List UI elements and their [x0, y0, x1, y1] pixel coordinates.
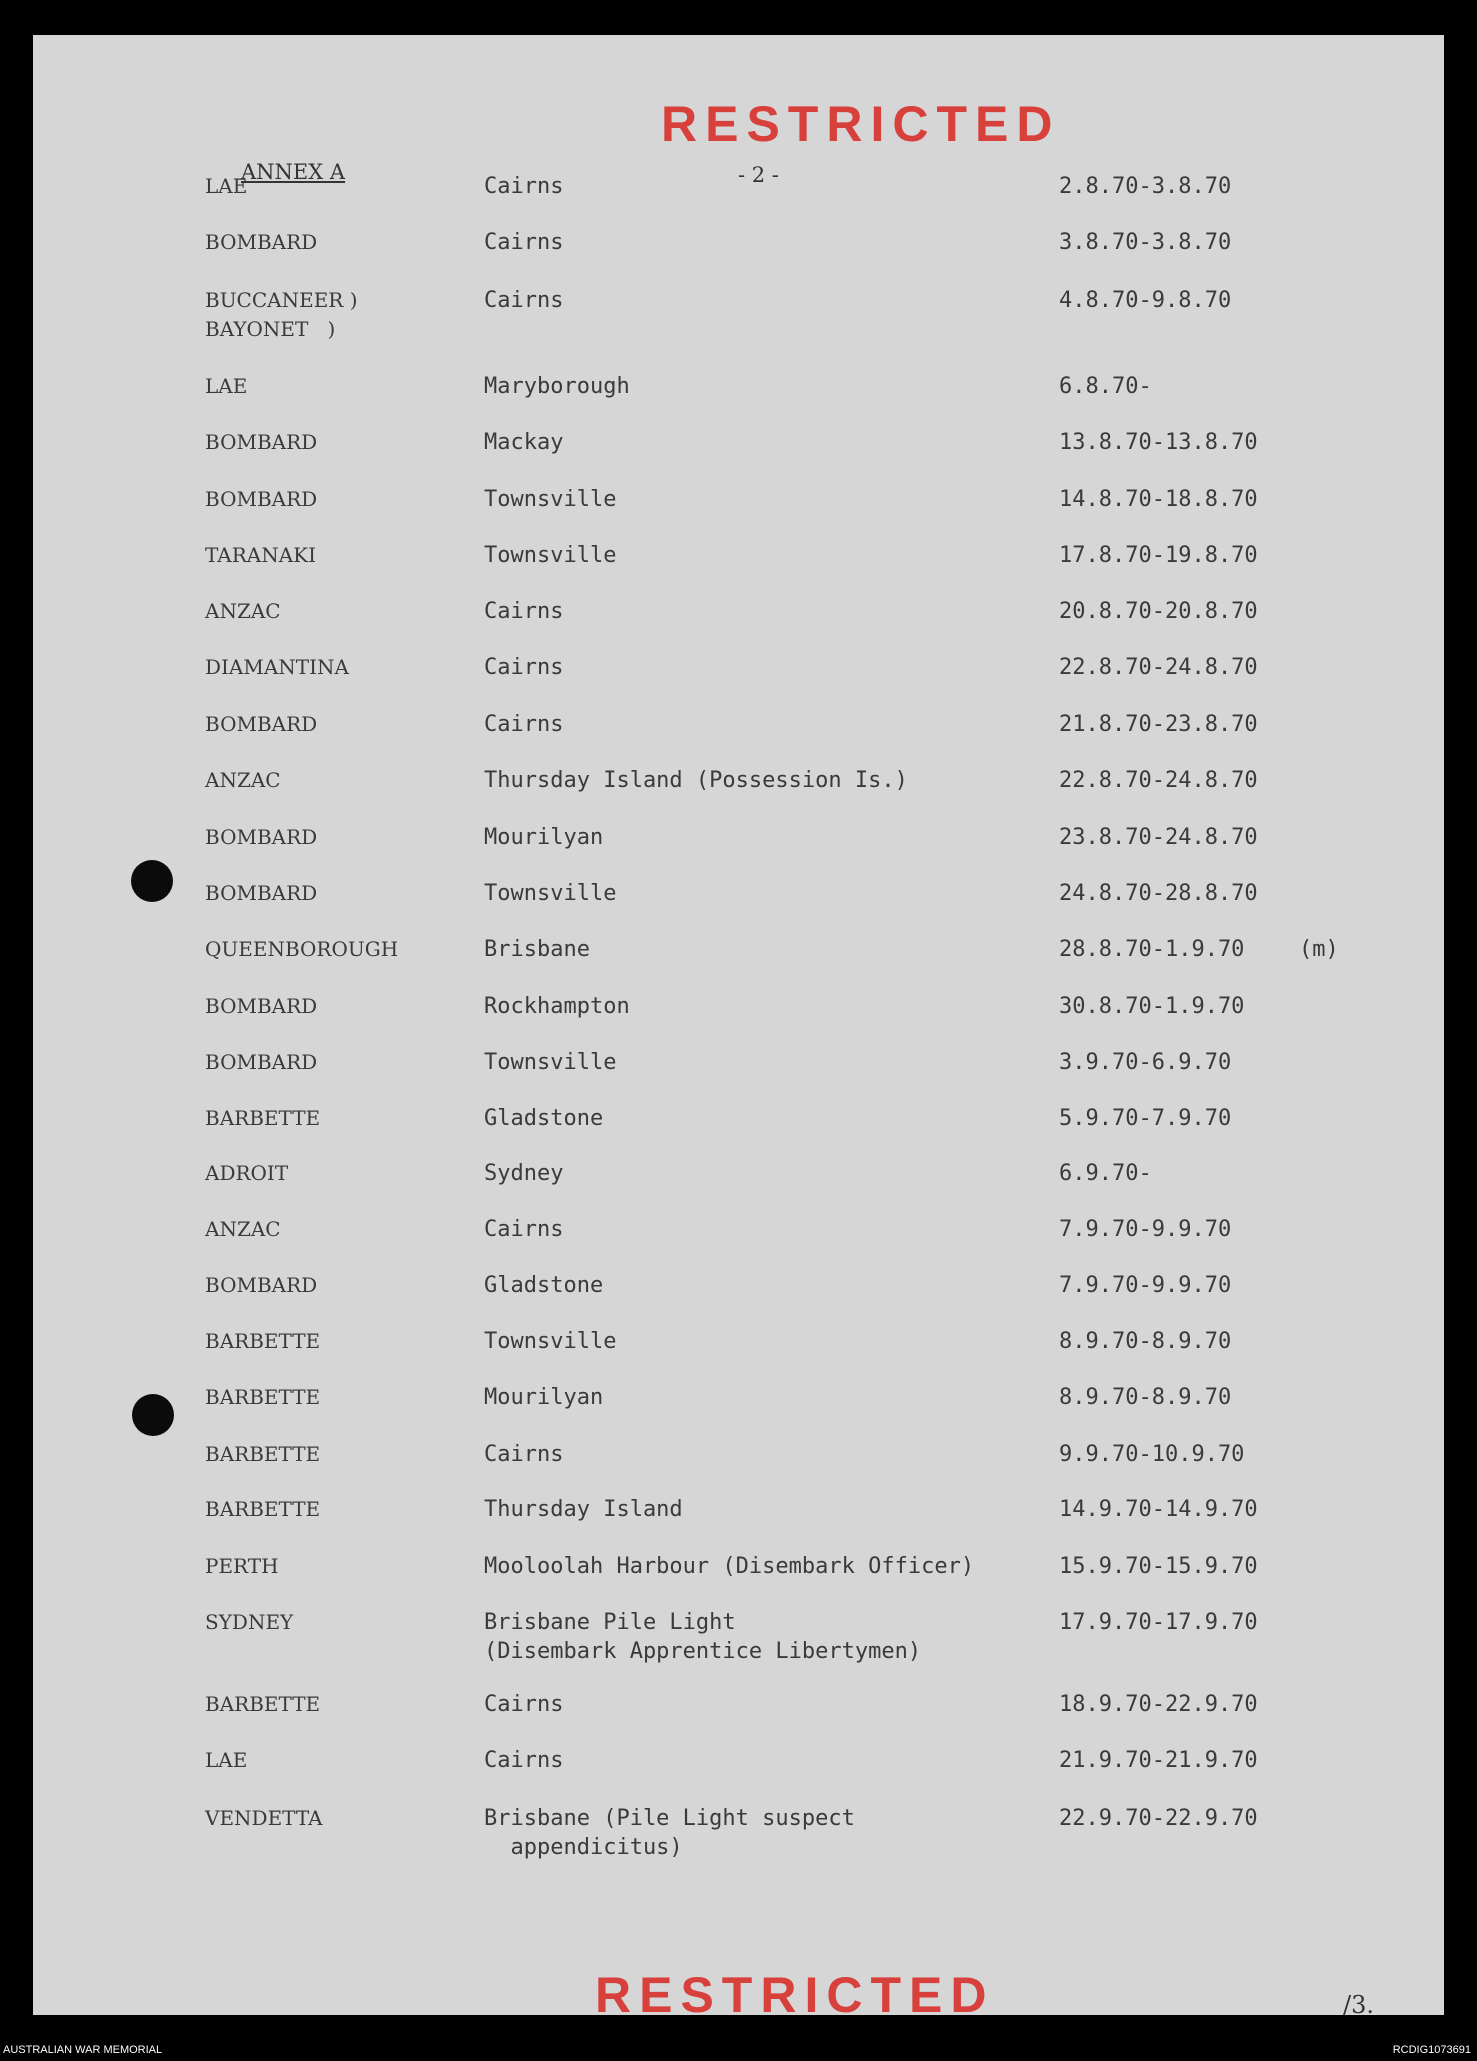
date-range-cell: 4.8.70-9.8.70	[1059, 288, 1232, 313]
page-number: - 2 -	[738, 163, 779, 187]
archive-id: RCDIG1073691	[1392, 2044, 1471, 2056]
date-range-cell: 22.9.70-22.9.70	[1059, 1806, 1258, 1831]
date-range-cell: 14.9.70-14.9.70	[1059, 1497, 1258, 1522]
date-range-cell: 8.9.70-8.9.70	[1059, 1385, 1232, 1410]
ship-name-cell: ANZAC	[205, 599, 281, 623]
ship-name-cell: BARBETTE	[205, 1106, 321, 1130]
ship-name-cell: LAE	[205, 174, 248, 198]
location-cell: Cairns	[484, 1692, 564, 1717]
restricted-stamp-bottom: RESTRICTED	[595, 1967, 995, 2023]
date-range-cell: 21.8.70-23.8.70	[1059, 712, 1258, 737]
ship-name-cell: BUCCANEER ) BAYONET )	[205, 288, 358, 341]
date-range-cell: 3.8.70-3.8.70	[1059, 230, 1232, 255]
location-cell: Brisbane (Pile Light suspect appendicitus)	[484, 1806, 855, 1860]
ship-name-cell: DIAMANTINA	[205, 655, 349, 679]
archive-credit: AUSTRALIAN WAR MEMORIAL	[3, 2044, 163, 2056]
ship-name-cell: SYDNEY	[205, 1610, 294, 1634]
location-cell: Cairns	[484, 655, 564, 680]
ship-name-cell: BOMBARD	[205, 712, 318, 736]
ship-name-cell: BOMBARD	[205, 430, 318, 454]
ship-name-cell: VENDETTA	[205, 1806, 323, 1830]
ship-name-cell: BARBETTE	[205, 1329, 321, 1353]
date-range-cell: 5.9.70-7.9.70	[1059, 1106, 1232, 1131]
ship-name-cell: BARBETTE	[205, 1385, 321, 1409]
note-cell: (m)	[1299, 937, 1339, 962]
location-cell: Sydney	[484, 1161, 564, 1186]
location-cell: Cairns	[484, 174, 564, 199]
date-range-cell: 3.9.70-6.9.70	[1059, 1050, 1232, 1075]
ship-name-cell: LAE	[205, 1748, 248, 1772]
location-cell: Cairns	[484, 599, 564, 624]
date-range-cell: 7.9.70-9.9.70	[1059, 1217, 1232, 1242]
location-cell: Cairns	[484, 1442, 564, 1467]
location-cell: Cairns	[484, 288, 564, 313]
location-cell: Mackay	[484, 430, 564, 455]
location-cell: Maryborough	[484, 374, 630, 399]
date-range-cell: 17.8.70-19.8.70	[1059, 543, 1258, 568]
date-range-cell: 17.9.70-17.9.70	[1059, 1610, 1258, 1635]
location-cell: Townsville	[484, 543, 617, 568]
date-range-cell: 14.8.70-18.8.70	[1059, 487, 1258, 512]
location-cell: Townsville	[484, 487, 617, 512]
location-cell: Mourilyan	[484, 1385, 604, 1410]
date-range-cell: 28.8.70-1.9.70	[1059, 937, 1245, 962]
ship-name-cell: ANZAC	[205, 768, 281, 792]
ship-name-cell: BOMBARD	[205, 994, 318, 1018]
document-page	[33, 35, 1444, 2023]
date-range-cell: 18.9.70-22.9.70	[1059, 1692, 1258, 1717]
ship-name-cell: BARBETTE	[205, 1442, 321, 1466]
location-cell: Gladstone	[484, 1273, 604, 1298]
location-cell: Cairns	[484, 1748, 564, 1773]
location-cell: Brisbane	[484, 937, 590, 962]
location-cell: Cairns	[484, 1217, 564, 1242]
ship-name-cell: TARANAKI	[205, 543, 316, 567]
annex-title: ANNEX A	[241, 160, 346, 184]
ship-name-cell: QUEENBOROUGH	[205, 937, 399, 961]
restricted-stamp-top: RESTRICTED	[661, 96, 1061, 152]
date-range-cell: 22.8.70-24.8.70	[1059, 768, 1258, 793]
location-cell: Cairns	[484, 712, 564, 737]
date-range-cell: 24.8.70-28.8.70	[1059, 881, 1258, 906]
date-range-cell: 20.8.70-20.8.70	[1059, 599, 1258, 624]
location-cell: Rockhampton	[484, 994, 630, 1019]
date-range-cell: 30.8.70-1.9.70	[1059, 994, 1245, 1019]
punch-hole	[131, 860, 173, 902]
ship-name-cell: BOMBARD	[205, 881, 318, 905]
location-cell: Townsville	[484, 881, 617, 906]
ship-name-cell: BOMBARD	[205, 1050, 318, 1074]
date-range-cell: 21.9.70-21.9.70	[1059, 1748, 1258, 1773]
date-range-cell: 6.8.70-	[1059, 374, 1152, 399]
ship-name-cell: BOMBARD	[205, 230, 318, 254]
location-cell: Mourilyan	[484, 825, 604, 850]
date-range-cell: 23.8.70-24.8.70	[1059, 825, 1258, 850]
ship-name-cell: BOMBARD	[205, 1273, 318, 1297]
date-range-cell: 9.9.70-10.9.70	[1059, 1442, 1245, 1467]
ship-name-cell: BARBETTE	[205, 1692, 321, 1716]
ship-name-cell: ADROIT	[205, 1161, 289, 1185]
location-cell: Townsville	[484, 1050, 617, 1075]
ship-name-cell: PERTH	[205, 1554, 279, 1578]
location-cell: Brisbane Pile Light (Disembark Apprentice Libertymen)	[484, 1610, 922, 1664]
location-cell: Gladstone	[484, 1106, 604, 1131]
ship-name-cell: ANZAC	[205, 1217, 281, 1241]
date-range-cell: 15.9.70-15.9.70	[1059, 1554, 1258, 1579]
location-cell: Cairns	[484, 230, 564, 255]
ship-name-cell: BOMBARD	[205, 487, 318, 511]
date-range-cell: 7.9.70-9.9.70	[1059, 1273, 1232, 1298]
ship-name-cell: LAE	[205, 374, 248, 398]
ship-name-cell: BARBETTE	[205, 1497, 321, 1521]
punch-hole	[132, 1394, 174, 1436]
location-cell: Thursday Island (Possession Is.)	[484, 768, 908, 793]
location-cell: Mooloolah Harbour (Disembark Officer)	[484, 1554, 975, 1579]
date-range-cell: 2.8.70-3.8.70	[1059, 174, 1232, 199]
continuation-mark: /3.	[1343, 1991, 1374, 2019]
ship-name-cell: BOMBARD	[205, 825, 318, 849]
date-range-cell: 22.8.70-24.8.70	[1059, 655, 1258, 680]
location-cell: Townsville	[484, 1329, 617, 1354]
date-range-cell: 13.8.70-13.8.70	[1059, 430, 1258, 455]
date-range-cell: 8.9.70-8.9.70	[1059, 1329, 1232, 1354]
date-range-cell: 6.9.70-	[1059, 1161, 1152, 1186]
location-cell: Thursday Island	[484, 1497, 683, 1522]
